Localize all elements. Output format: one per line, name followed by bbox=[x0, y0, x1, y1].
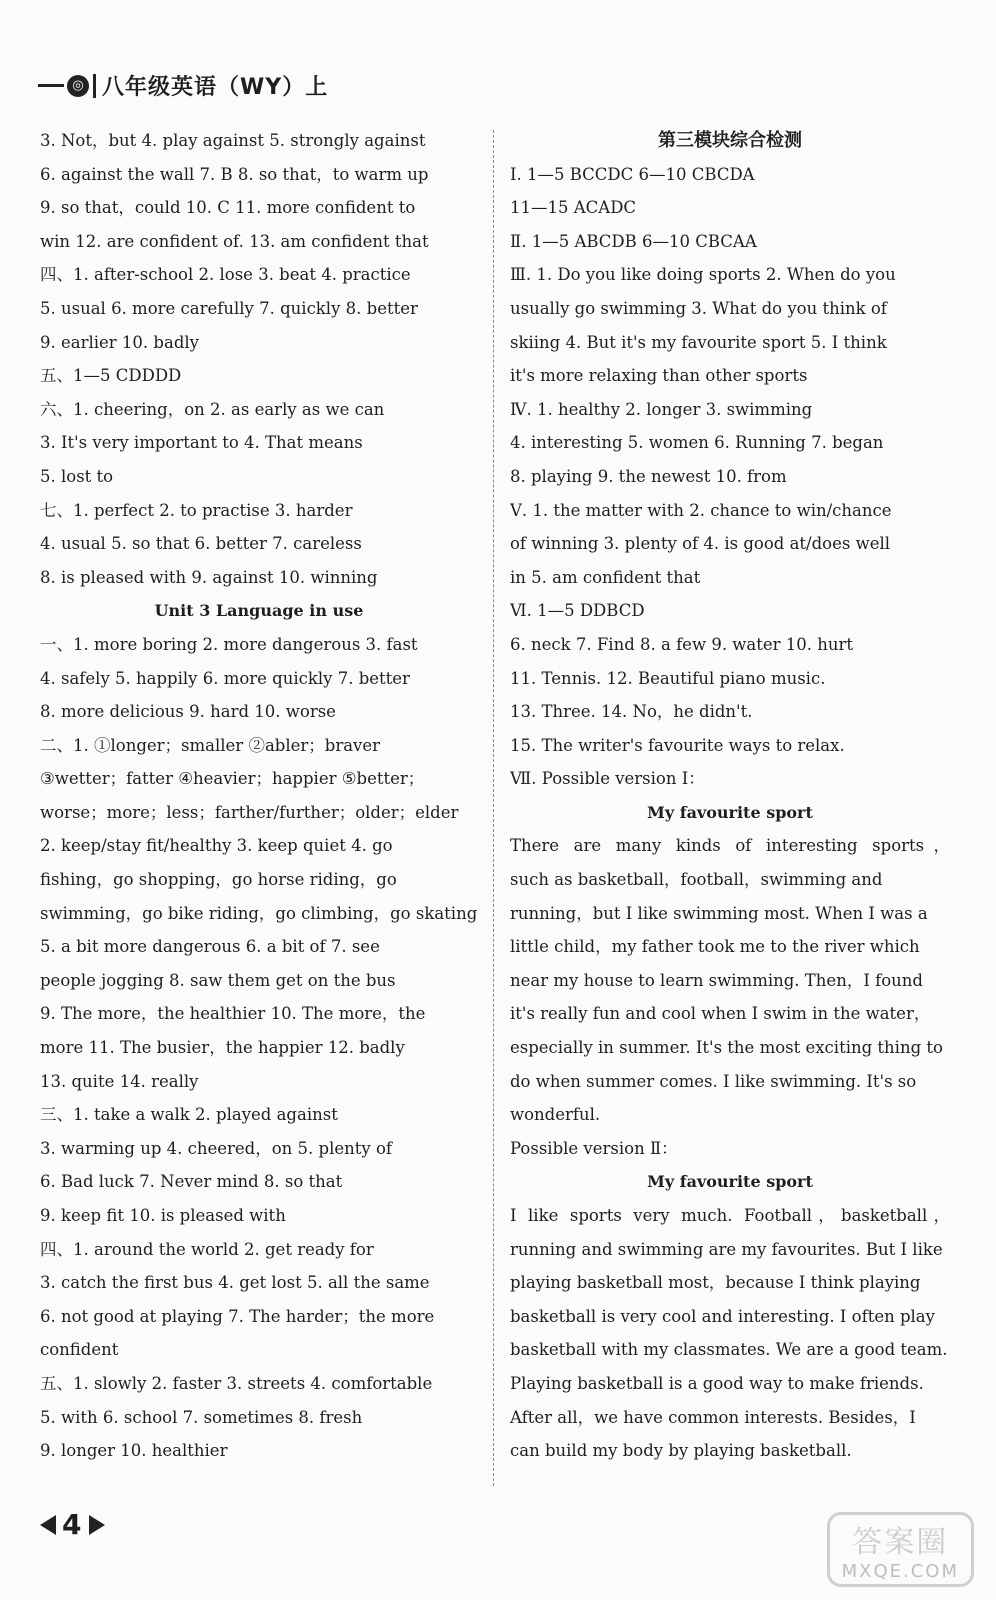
left-answer-line: 4. usual 5. so that 6. better 7. careless bbox=[40, 534, 362, 554]
right-answer-line: of winning 3. plenty of 4. is good at/does well bbox=[510, 534, 891, 554]
right-answer-line: 11. Tennis. 12. Beautiful piano music. bbox=[510, 668, 826, 688]
left-answer-line: 四、1. after-school 2. lose 3. beat 4. practice bbox=[40, 265, 411, 285]
triangle-right-icon bbox=[89, 1515, 105, 1535]
right-answer-line: little child，my father took me to the river which bbox=[510, 937, 920, 957]
right-answer-line: it's more relaxing than other sports bbox=[510, 366, 808, 386]
right-answer-line: Ⅳ. 1. healthy 2. longer 3. swimming bbox=[510, 399, 813, 419]
right-answer-line: 15. The writer's favourite ways to relax. bbox=[510, 735, 845, 755]
page-number: 4 bbox=[62, 1508, 82, 1541]
left-answer-line: 5. a bit more dangerous 6. a bit of 7. see bbox=[40, 937, 380, 957]
right-answer-line: Playing basketball is a good way to make friends. bbox=[510, 1373, 924, 1393]
right-answer-line: do when summer comes. I like swimming. It's so bbox=[510, 1071, 917, 1091]
left-answer-line: 5. with 6. school 7. sometimes 8. fresh bbox=[40, 1407, 363, 1427]
right-answer-line: 13. Three. 14. No，he didn't. bbox=[510, 702, 753, 722]
left-answer-line: 3. catch the first bus 4. get lost 5. all the same bbox=[40, 1273, 430, 1293]
right-answer-line: I like sports very much. Football，basketball， bbox=[510, 1206, 950, 1225]
left-answer-line: confident bbox=[40, 1340, 119, 1360]
right-answer-line: in 5. am confident that bbox=[510, 567, 701, 587]
right-answer-line: usually go swimming 3. What do you think of bbox=[510, 298, 887, 318]
right-answer-line: can build my body by playing basketball. bbox=[510, 1441, 852, 1461]
right-answer-line: running，but I like swimming most. When I was a bbox=[510, 903, 928, 923]
left-answer-line: 3. warming up 4. cheered，on 5. plenty of bbox=[40, 1138, 392, 1158]
left-answer-line: 6. Bad luck 7. Never mind 8. so that bbox=[40, 1172, 343, 1192]
left-answer-line: Unit 3 Language in use bbox=[154, 601, 364, 621]
right-answer-line: it's really fun and cool when I swim in the water， bbox=[510, 1004, 931, 1024]
left-answer-line: 5. usual 6. more carefully 7. quickly 8. better bbox=[40, 298, 418, 318]
right-answer-line: Ⅵ. 1—5 DDBCD bbox=[510, 601, 645, 621]
left-answer-line: 9. The more，the healthier 10. The more，the bbox=[40, 1004, 426, 1024]
left-answer-line: 四、1. around the world 2. get ready for bbox=[40, 1239, 374, 1259]
right-answer-line: playing basketball most，because I think playing bbox=[510, 1273, 921, 1293]
left-answer-line: 8. more delicious 9. hard 10. worse bbox=[40, 702, 336, 722]
left-answer-line: 6. against the wall 7. B 8. so that，to warm up bbox=[40, 164, 429, 184]
left-answer-line: win 12. are confident of. 13. am confident that bbox=[40, 231, 429, 251]
left-answer-line: 13. quite 14. really bbox=[40, 1071, 199, 1091]
right-answer-line: skiing 4. But it's my favourite sport 5. I think bbox=[510, 332, 887, 352]
left-answer-line: 3. Not，but 4. play against 5. strongly against bbox=[40, 131, 426, 150]
right-answer-line: 第三模块综合检测 bbox=[658, 130, 802, 151]
right-answer-line: basketball with my classmates. We are a good team. bbox=[510, 1340, 948, 1360]
right-answer-line: such as basketball，football，swimming and bbox=[510, 870, 883, 890]
right-answer-line: Ⅱ. 1—5 ABCDB 6—10 CBCAA bbox=[510, 231, 757, 251]
left-answer-line: swimming，go bike riding，go climbing，go skating bbox=[40, 903, 478, 923]
right-answer-line: My favourite sport bbox=[647, 1172, 813, 1192]
header-title: 八年级英语（WY）上 bbox=[102, 75, 329, 100]
right-answer-line: wonderful. bbox=[510, 1105, 601, 1125]
right-answer-line: My favourite sport bbox=[647, 802, 813, 822]
page-header bbox=[38, 70, 328, 101]
left-answer-line: 6. not good at playing 7. The harder；the more bbox=[40, 1306, 435, 1326]
right-answer-line: 8. playing 9. the newest 10. from bbox=[510, 466, 787, 486]
column-divider bbox=[493, 130, 494, 1486]
left-answer-line: 三、1. take a walk 2. played against bbox=[40, 1105, 338, 1125]
right-column bbox=[510, 124, 950, 1468]
right-answer-line: After all，we have common interests. Besides，I bbox=[510, 1407, 916, 1427]
right-answer-line: Ⅶ. Possible version Ⅰ： bbox=[510, 769, 705, 789]
right-answer-line: running and swimming are my favourites. But I like bbox=[510, 1239, 943, 1259]
left-answer-line: people jogging 8. saw them get on the bus bbox=[40, 970, 396, 990]
triangle-left-icon bbox=[40, 1515, 56, 1535]
left-answer-line: 六、1. cheering，on 2. as early as we can bbox=[40, 399, 385, 419]
left-answer-line: more 11. The busier，the happier 12. badly bbox=[40, 1038, 405, 1058]
right-answer-line: 11—15 ACADC bbox=[510, 198, 637, 218]
page-footer bbox=[40, 1508, 105, 1541]
left-answer-line: fishing，go shopping，go horse riding，go bbox=[40, 870, 397, 890]
left-answer-line: 一、1. more boring 2. more dangerous 3. fast bbox=[40, 634, 418, 654]
left-answer-line: 5. lost to bbox=[40, 466, 114, 486]
right-answer-line: Possible version Ⅱ： bbox=[510, 1138, 678, 1158]
left-answer-line: 五、1—5 CDDDD bbox=[40, 366, 182, 386]
right-answer-line: Ⅲ. 1. Do you like doing sports 2. When do you bbox=[510, 265, 896, 285]
left-answer-line: 五、1. slowly 2. faster 3. streets 4. comfortable bbox=[40, 1373, 433, 1393]
right-answer-line: 6. neck 7. Find 8. a few 9. water 10. hurt bbox=[510, 634, 854, 654]
left-answer-line: 9. so that，could 10. C 11. more confident to bbox=[40, 198, 416, 218]
header-bar bbox=[93, 74, 96, 98]
left-answer-line: 4. safely 5. happily 6. more quickly 7. better bbox=[40, 668, 410, 688]
right-answer-line: especially in summer. It's the most exciting thing to bbox=[510, 1038, 943, 1058]
right-answer-line: There are many kinds of interesting sports， bbox=[510, 836, 950, 856]
left-answer-line: 8. is pleased with 9. against 10. winning bbox=[40, 567, 378, 587]
header-badge-icon: ◎ bbox=[67, 75, 89, 97]
header-dash bbox=[38, 84, 64, 87]
left-answer-line: worse；more；less；farther/further；older；elder bbox=[40, 802, 459, 822]
watermark-logo bbox=[827, 1512, 974, 1587]
left-answer-line: 2. keep/stay fit/healthy 3. keep quiet 4. go bbox=[40, 836, 393, 856]
left-answer-line: 二、1. ①longer；smaller ②abler；braver bbox=[40, 735, 381, 755]
left-answer-line: 9. keep fit 10. is pleased with bbox=[40, 1206, 286, 1225]
left-answer-line: 3. It's very important to 4. That means bbox=[40, 433, 363, 453]
watermark-text-en: MXQE.COM bbox=[841, 1561, 959, 1582]
left-answer-line: 9. earlier 10. badly bbox=[40, 332, 199, 352]
right-answer-line: 4. interesting 5. women 6. Running 7. began bbox=[510, 433, 884, 453]
watermark-text-cn: 答案圈 bbox=[852, 1525, 949, 1560]
left-column bbox=[40, 124, 478, 1468]
right-answer-line: basketball is very cool and interesting. I often play bbox=[510, 1306, 935, 1326]
left-answer-line: 9. longer 10. healthier bbox=[40, 1441, 228, 1461]
left-answer-line: 七、1. perfect 2. to practise 3. harder bbox=[40, 500, 353, 520]
right-answer-line: Ⅰ. 1—5 BCCDC 6—10 CBCDA bbox=[510, 164, 755, 184]
left-answer-line: ③wetter；fatter ④heavier；happier ⑤better； bbox=[40, 769, 425, 789]
right-answer-line: Ⅴ. 1. the matter with 2. chance to win/chance bbox=[510, 500, 892, 520]
right-answer-line: near my house to learn swimming. Then，I found bbox=[510, 970, 923, 990]
